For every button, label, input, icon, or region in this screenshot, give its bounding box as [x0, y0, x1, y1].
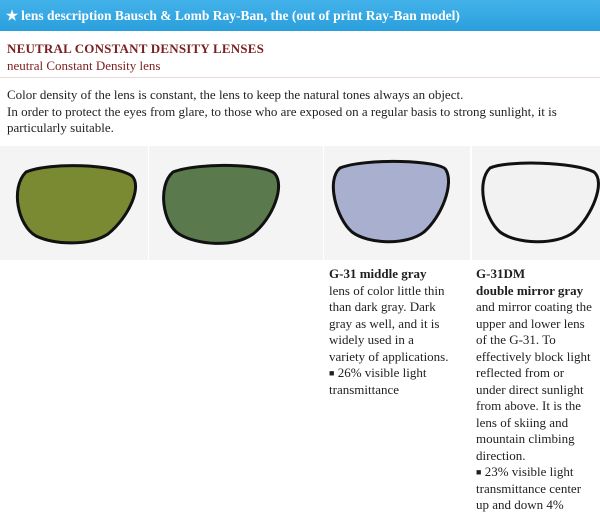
divider — [0, 77, 600, 78]
lens-panel-2 — [149, 146, 323, 260]
lens-image-g15-dark — [149, 146, 323, 260]
description — [7, 87, 599, 137]
lens-name-g31: G-31 middle gray — [329, 266, 427, 281]
lens-shape — [17, 166, 135, 243]
lens-text-line: than dark gray. Dark — [329, 299, 436, 314]
lens-text-line: transmittance center — [476, 480, 582, 496]
description-line-2: In order to protect the eyes from glare, to those who are exposed on a regular basis to strong sunlight, it is particularly suitable. — [7, 103, 557, 135]
bullet-icon: ■ — [476, 467, 482, 477]
lens-text-line: upper and lower lens — [476, 315, 585, 331]
lens-text-line: under direct sunlight — [476, 381, 584, 397]
header-title: lens description Bausch & Lomb Ray-Ban, the (out of print Ray-Ban model) — [21, 8, 460, 23]
lens-text-line: mountain climbing — [476, 431, 575, 446]
lens-code-g31dm: G-31DM — [476, 266, 526, 281]
lens-text-line: direction. — [476, 447, 526, 463]
lens-text-line: transmittance — [329, 381, 400, 397]
lens-text-line: up and down 4% — [476, 497, 564, 512]
lens-panel-4 — [472, 146, 600, 260]
lens-image-g15 — [0, 146, 148, 260]
lens-transmittance-g31: ■ 26% visible light — [329, 365, 427, 380]
bullet-icon: ■ — [329, 368, 335, 378]
lens-text-line: from above. It is the — [476, 398, 582, 413]
lens-desc-g31 — [329, 266, 469, 398]
lens-transmittance-g31dm: ■ 23% visible light — [476, 464, 574, 479]
description-line-1: Color density of the lens is constant, the lens to keep the natural tones always an object. — [7, 87, 464, 102]
lens-shape — [483, 163, 599, 242]
lens-shape — [164, 165, 279, 243]
lens-panel-1 — [0, 146, 148, 260]
lens-desc-g31dm — [476, 266, 600, 514]
section-subtitle: neutral Constant Density lens — [7, 58, 161, 73]
lens-image-g31 — [324, 146, 470, 260]
lens-text-line: lens of skiing and — [476, 414, 569, 430]
header-bar — [0, 0, 600, 31]
lens-name-g31dm: double mirror gray — [476, 282, 584, 298]
lens-text-line: lens of color little thin — [329, 282, 445, 298]
lens-shape — [333, 161, 448, 241]
lens-image-g31dm — [472, 146, 600, 260]
section-title: NEUTRAL CONSTANT DENSITY LENSES — [7, 41, 265, 56]
lens-text-line: reflected from or — [476, 365, 565, 380]
lens-text-line: and mirror coating the — [476, 299, 592, 314]
lens-panel-3 — [324, 146, 470, 260]
lens-text-line: effectively block light — [476, 348, 591, 364]
lens-text-line: gray as well, and it is — [329, 315, 440, 331]
star-icon: ★ — [6, 8, 19, 23]
lens-text-line: of the G-31. To — [476, 332, 556, 347]
lens-text-line: variety of applications. — [329, 348, 449, 364]
lens-text-line: widely used in a — [329, 332, 414, 347]
